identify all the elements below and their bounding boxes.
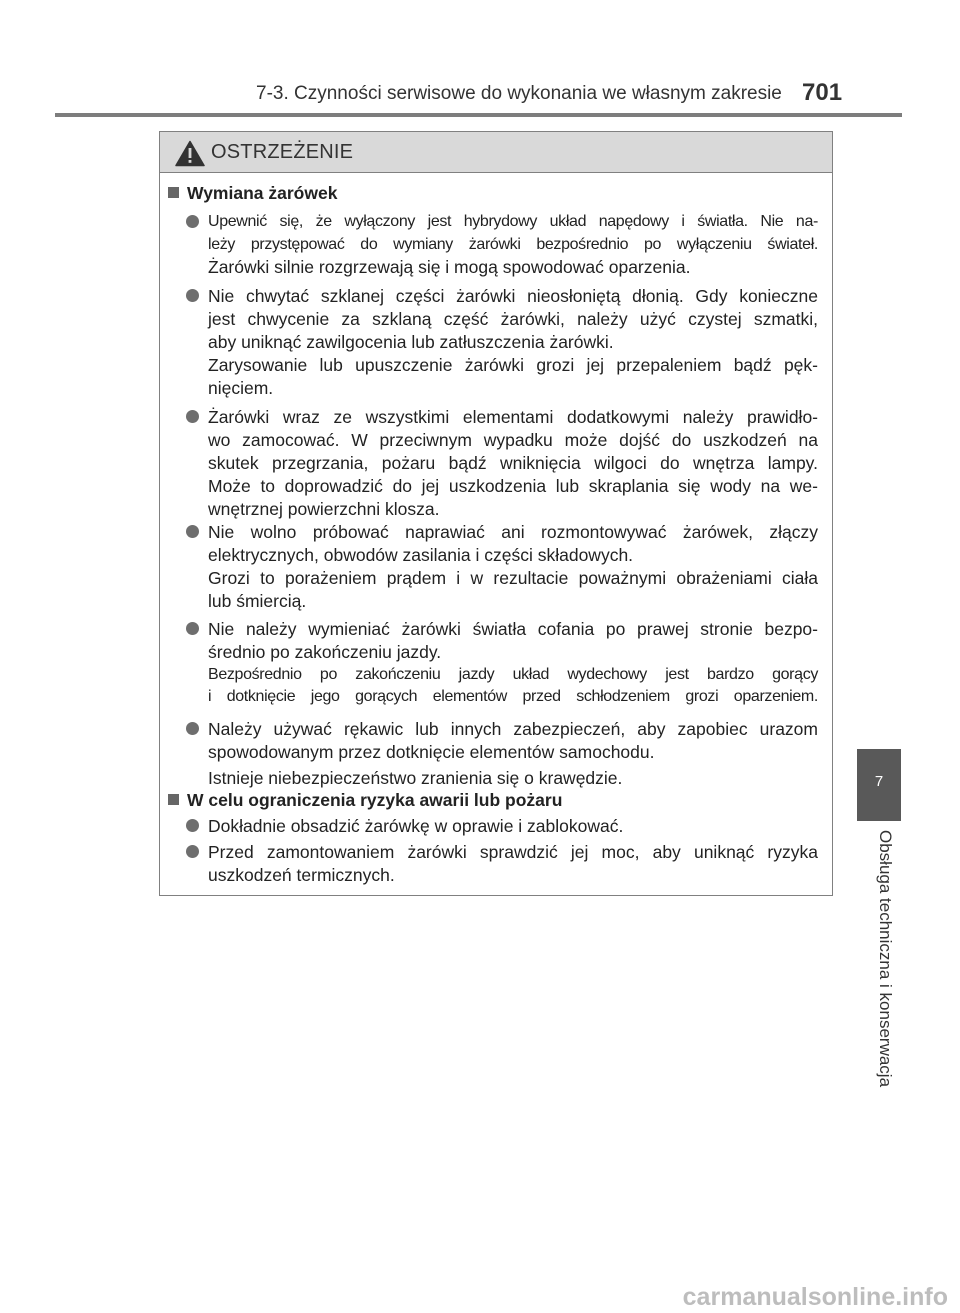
- text-line: i dotknięcie jego gorących elementów przed schłodzeniem grozi oparzeniem.: [208, 688, 818, 705]
- text-line: spowodowanym przez dotknięcie elementów samochodu.: [208, 742, 655, 762]
- text-line: jest chwycenie za szklaną część żarówki, należy użyć czystej szmatki,: [208, 309, 818, 329]
- text-line: nięciem.: [208, 378, 274, 398]
- text-line: wo zamocować. W przeciwnym wypadku może dojść do uszkodzeń na: [208, 430, 818, 450]
- watermark: carmanualsonline.info: [682, 1283, 948, 1311]
- text-line: lub śmiercią.: [208, 591, 307, 611]
- bullet-icon: [186, 622, 199, 635]
- text-line: Nie chwytać szklanej części żarówki nieosłoniętą dłonią. Gdy konieczne: [208, 286, 818, 306]
- section-heading: [168, 790, 562, 811]
- section-heading-text: Wymiana żarówek: [187, 183, 338, 203]
- section-heading-text: W celu ograniczenia ryzyka awarii lub pożaru: [187, 790, 563, 810]
- text-line: leży przystępować do wymiany żarówki bezpośrednio po wyłączeniu świateł.: [208, 236, 818, 253]
- square-bullet-icon: [168, 187, 179, 198]
- square-bullet-icon: [168, 794, 179, 805]
- section-heading: [168, 183, 337, 204]
- text-line: Istnieje niebezpieczeństwo zranienia się o krawędzie.: [208, 768, 623, 788]
- text-line: Nie wolno próbować naprawiać ani rozmontowywać żarówek, złączy: [208, 522, 818, 542]
- bullet-icon: [186, 215, 199, 228]
- text-line: Może to doprowadzić do jej uszkodzenia lub skraplania się wody na we-: [208, 476, 818, 496]
- bullet-icon: [186, 845, 199, 858]
- text-line: Żarówki wraz ze wszystkimi elementami dodatkowymi należy prawidło-: [208, 407, 818, 427]
- chapter-tab[interactable]: [857, 749, 901, 821]
- text-line: średnio po zakończeniu jazdy.: [208, 642, 442, 662]
- section-title: 7-3. Czynności serwisowe do wykonania we własnym zakresie: [256, 83, 782, 104]
- text-line: Należy używać rękawic lub innych zabezpieczeń, aby zapobiec urazom: [208, 719, 818, 739]
- warning-triangle-icon: [175, 140, 205, 167]
- text-line: Dokładnie obsadzić żarówkę w oprawie i zablokować.: [208, 816, 624, 836]
- chapter-title: Obsługa techniczna i konserwacja: [876, 830, 895, 1088]
- bullet-icon: [186, 819, 199, 832]
- text-line: aby uniknąć zawilgocenia lub zatłuszczenia żarówki.: [208, 332, 614, 352]
- header-divider: [55, 113, 902, 117]
- text-line: Nie należy wymieniać żarówki światła cofania po prawej stronie bezpo-: [208, 619, 818, 639]
- bullet-icon: [186, 722, 199, 735]
- text-line: Upewnić się, że wyłączony jest hybrydowy układ napędowy i światła. Nie na-: [208, 213, 818, 230]
- bullet-icon: [186, 410, 199, 423]
- text-line: Grozi to porażeniem prądem i w rezultacie poważnymi obrażeniami ciała: [208, 568, 818, 588]
- bullet-icon: [186, 289, 199, 302]
- bullet-icon: [186, 525, 199, 538]
- text-line: Żarówki silnie rozgrzewają się i mogą spowodować oparzenia.: [208, 257, 691, 277]
- text-line: skutek przegrzania, pożaru bądź wniknięcia wilgoci do wnętrza lampy.: [208, 453, 818, 473]
- warning-box: [159, 131, 833, 896]
- text-line: Zarysowanie lub upuszczenie żarówki grozi jej przepaleniem bądź pęk-: [208, 355, 818, 375]
- text-line: uszkodzeń termicznych.: [208, 865, 395, 885]
- warning-header: [160, 132, 832, 173]
- chapter-number: 7: [874, 773, 884, 790]
- text-line: Bezpośrednio po zakończeniu jazdy układ wydechowy jest bardzo gorący: [208, 666, 818, 683]
- text-line: elektrycznych, obwodów zasilania i części składowych.: [208, 545, 634, 565]
- text-line: wnętrznej powierzchni klosza.: [208, 499, 440, 519]
- page-number: 701: [802, 79, 843, 106]
- text-line: Przed zamontowaniem żarówki sprawdzić jej moc, aby uniknąć ryzyka: [208, 842, 818, 862]
- warning-title: OSTRZEŻENIE: [211, 141, 354, 163]
